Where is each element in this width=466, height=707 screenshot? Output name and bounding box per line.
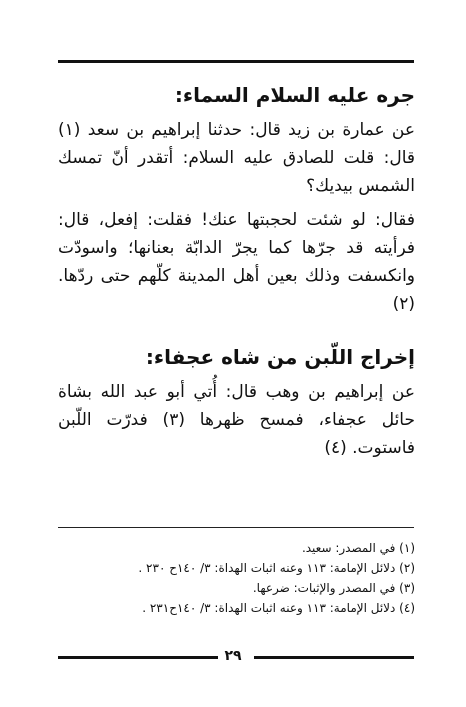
- bottom-rule-left: [58, 656, 218, 659]
- paragraph-narration-1: عن عمارة بن زيد قال: حدثنا إبراهيم بن سعد (١) قال: قلت للصادق عليه السلام: أتقدر أنّ تمسك الشمس بيديك؟: [58, 120, 415, 196]
- section-heading-milk: إخراج اللّبن من شاه عجفاء:: [145, 345, 415, 369]
- footnote-4: (٤) دلائل الإمامة: ١١٣ وعنه اثبات الهداة: ٣/ ١٤٠ح٢٣١ .: [142, 601, 415, 615]
- footnote-3: (٣) في المصدر والإثبات: ضرعها.: [252, 581, 415, 595]
- paragraph-narration-3: عن إبراهيم بن وهب قال: أُتي أبو عبد الله بشاة حائل عجفاء، فمسح ظهرها (٣) فدرّت اللّبن فاستوت. (٤): [58, 382, 415, 458]
- page-number: ٢٩: [224, 648, 242, 664]
- bottom-rule-right: [254, 656, 414, 659]
- top-rule: [58, 60, 414, 63]
- footnote-2: (٢) دلائل الإمامة: ١١٣ وعنه اثبات الهداة: ٣/ ١٤٠ح ٢٣٠ .: [138, 561, 415, 575]
- page-body: [58, 80, 415, 462]
- footnote-1: (١) في المصدر: سعيد.: [301, 541, 415, 555]
- section-heading-sky: جره عليه السلام السماء:: [174, 83, 415, 107]
- footnotes: [58, 538, 415, 618]
- paragraph-narration-2: فقال: لو شئت لحجبتها عنك! فقلت: إفعل، قال: فرأيته قد جرّها كما يجرّ الدابّة بعنانها؛ واسودّت وانكسفت وذلك بعين أهل المدينة كلّهم حتى ردّها. (٢): [58, 210, 415, 314]
- footnote-separator: [58, 527, 414, 528]
